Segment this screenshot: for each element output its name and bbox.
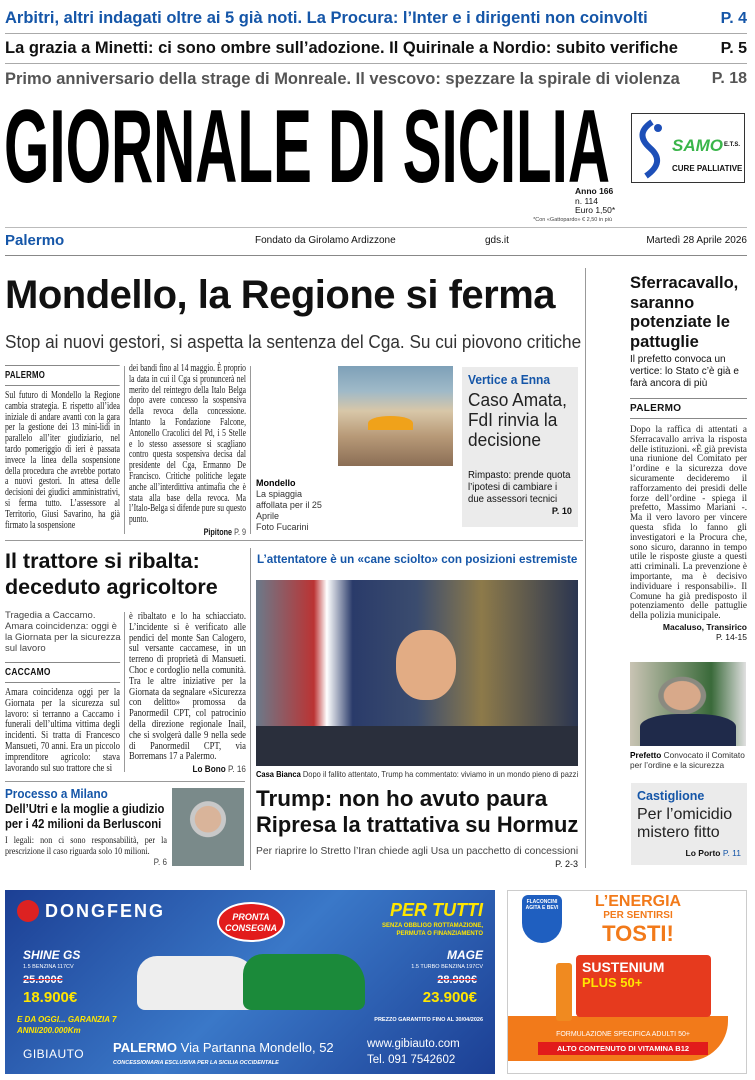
article-text: Dopo la raffica di attentati a Sferracavallo arriva la risposta delle istituzioni. «È già prevista una riunione del Comitato per l’ordine e la sicurezza dove sicuramente decideremo il rafforzamento dei presidi delle forze dell’ordine - spiega il prefetto, Massimo Mariani -. Ma il vero lavoro per vincere questa sfida lo fanno gli investigatori e la Procura che, sono sicuro, daranno in tempo utile le risposte giuste a questi atti criminali. La prevenzione è importante, ma è decisivo individuare i responsabili». Il Comune ha già predisposto il potenziamento delle pattuglie della polizia municipale. — [630, 424, 747, 621]
headline-text: Mondello, la Regione si ferma — [5, 273, 556, 317]
author: Macaluso, Transirico — [662, 621, 747, 632]
sferracavallo-headline[interactable] — [630, 274, 748, 352]
dongfeng-logo-icon — [17, 900, 39, 922]
processo-kicker: Processo a Milano — [5, 786, 108, 801]
page-ref: P. 4 — [720, 9, 747, 27]
product-sub: PLUS 50+ — [582, 975, 643, 990]
headline-text: Arbitri, altri indagati oltre ai 5 già noti. La Procura: l’Inter e i dirigenti non coinvolti — [5, 9, 648, 27]
site-link[interactable]: gds.it — [485, 235, 509, 246]
headline-text: Sferracavallo, saranno potenziate le pattuglie — [630, 274, 739, 351]
suit-shape — [640, 714, 736, 746]
castiglione-content — [637, 789, 741, 858]
trattore-col-1 — [5, 662, 120, 774]
founded-by: Fondato da Girolamo Ardizzone — [255, 235, 396, 246]
subhead-text: Stop ai nuovi gestori, si aspetta la sentenza del Cga. Su cui piovono critiche — [5, 331, 582, 352]
subhead-text: Il prefetto convoca un vertice: lo Stato c’è già e farà ancora di più — [630, 354, 739, 389]
slogan-line: PER SENTIRSI — [603, 910, 673, 921]
vial-shape — [556, 963, 572, 1021]
section-kicker: PALERMO — [5, 365, 120, 386]
dealer-web[interactable]: www.gibiauto.com — [367, 1038, 460, 1050]
product-name: SUSTENIUM — [582, 959, 665, 975]
trattore-col-2 — [129, 612, 246, 775]
lead-subhead — [5, 331, 583, 353]
lead-col-1 — [5, 365, 120, 531]
divider — [250, 548, 251, 870]
sferracavallo-article — [630, 398, 747, 642]
dellutri-photo[interactable] — [172, 788, 244, 866]
enna-content — [468, 373, 572, 517]
issue-year: Anno 166 — [575, 186, 614, 196]
model2-old-price: 28.900€ — [437, 974, 477, 986]
photo-credit: Foto Fucarini — [256, 522, 309, 532]
author: Pipitone — [203, 526, 233, 538]
model1-name: SHINE GS — [23, 948, 81, 962]
divider — [124, 612, 125, 772]
photo-caption — [256, 478, 334, 533]
face-shape — [396, 630, 456, 700]
processo-headline: Dell’Utri e la moglie a giudizio per i 42 milioni da Berlusconi — [5, 802, 165, 831]
box-kicker: Vertice a Enna — [468, 373, 551, 387]
processo-text: I legali: non ci sono responsabilità, per la prescrizione il caso riguarda solo 10 milioni. — [5, 835, 167, 856]
caption-title: Casa Bianca — [256, 769, 301, 779]
dealer-tel: Tel. 091 7542602 — [367, 1054, 456, 1066]
author: Lo Porto — [685, 848, 721, 858]
green-car-shape — [243, 954, 365, 1010]
ad-formula: FORMULAZIONE SPECIFICA ADULTI 50+ — [556, 1031, 690, 1038]
box-title: Per l’omicidio mistero fitto — [637, 806, 733, 841]
model1-old-price: 25.900€ — [23, 974, 63, 986]
divider — [250, 366, 251, 534]
page-ref: P. 5 — [720, 39, 747, 57]
car-ad[interactable] — [5, 890, 495, 1074]
edition-label: Palermo — [5, 232, 65, 249]
logo-text: SAMO — [672, 136, 723, 155]
model1-spec: 1.5 BENZINA 117CV — [23, 964, 74, 970]
dealer-sub: CONCESSIONARIA ESCLUSIVA PER LA SICILIA OCCIDENTALE — [113, 1060, 279, 1066]
page-ref: P. 9 — [234, 526, 246, 538]
prefetto-photo[interactable] — [630, 662, 746, 746]
model1-price: 18.900€ — [23, 989, 78, 1006]
divider — [5, 781, 245, 782]
masthead-title — [4, 98, 614, 186]
caption-title: Prefetto — [630, 750, 662, 760]
slogan-line: TOSTI! — [602, 921, 674, 946]
dealer-logo: GIBIAUTO — [23, 1047, 85, 1061]
page-ref: P. 10 — [551, 506, 572, 517]
svg-text:GIORNALE DI SICILIA: GIORNALE DI SICILIA — [4, 98, 610, 186]
kicker-text: L’attentatore è un «cane sciolto» con posizioni estremiste — [257, 552, 578, 566]
article-text: Sul futuro di Mondello la Regione cambia strategia. E rispetto all’idea iniziale di andare avanti con la gara per la gestione dei 13 mini-lidi in parallelo all’iter giudiziario, nel tardo pomeriggio di ieri è passata invece la linea della sospensione della procedura che avrebbe portato a nuovi gestori. In attesa delle decisioni dei giudici amministrativi, si ferma tutto. L’assessore al Territorio, Giusi Savarino, ha già firmato la sospensione — [5, 390, 120, 531]
divider — [5, 540, 583, 541]
castiglione-box[interactable] — [631, 783, 747, 865]
headline-text: Primo anniversario della strage di Monreale. Il vescovo: spezzare la spirale di violenza — [5, 69, 680, 88]
article-text: Amara coincidenza oggi per la Giornata per la sicurezza sul lavoro: si terranno a Caccamo i funerali dell’ultima vittima degli incidenti. Si tratta di Francesco Mansueti, 70 anni. Era un piccolo imprenditore agricolo: stava lavorando sul suo trattore che si — [5, 687, 120, 774]
page-ref: P. 14-15 — [715, 631, 747, 642]
ad-promo: PER TUTTI — [390, 900, 483, 920]
dealer-address: Via Partanna Mondello, 52 — [180, 1040, 334, 1055]
model2-spec: 1.5 TURBO BENZINA 197CV — [411, 964, 483, 970]
beach-photo[interactable] — [338, 366, 453, 466]
desk-shape — [256, 726, 578, 766]
author: Lo Bono — [192, 764, 226, 776]
box-kicker: Castiglione — [637, 789, 705, 803]
subhead-text: Tragedia a Caccamo. Amara coincidenza: oggi è la Giornata per la sicurezza sul lavoro — [5, 610, 121, 654]
ad-slogan — [578, 895, 698, 945]
logo-suffix: E.T.S. — [724, 142, 741, 148]
headline-line: Ripresa la trattativa su Hormuz — [256, 812, 579, 837]
page-ref: P. 2-3 — [555, 859, 578, 869]
ad-claim: ALTO CONTENUTO DI VITAMINA B12 — [538, 1042, 708, 1055]
page-ref: P. 6 — [153, 857, 167, 867]
top-headline-3[interactable] — [5, 64, 747, 94]
issue-date: Martedì 28 Aprile 2026 — [646, 235, 747, 246]
caption-text: La spiaggia affollata per il 25 Aprile — [256, 489, 322, 521]
sferracavallo-subhead — [630, 354, 748, 390]
ad-tag: FLACONCINI AGITA E BEVI — [522, 895, 562, 943]
issue-price: Euro 1,50* — [575, 205, 616, 215]
box-title: Caso Amata, FdI rinvia la decisione — [468, 390, 567, 450]
enna-box[interactable] — [462, 367, 578, 527]
ad-badge: PRONTA CONSEGNA — [217, 902, 285, 942]
processo-block[interactable] — [5, 786, 167, 868]
headline-text: La grazia a Minetti: ci sono ombre sull’adozione. Il Quirinale a Nordio: subito verifiche — [5, 39, 678, 57]
trump-subhead — [256, 845, 578, 858]
section-kicker: PALERMO — [630, 398, 747, 419]
prefetto-caption — [630, 750, 748, 770]
white-car-shape — [137, 956, 259, 1010]
slogan-line: L’ENERGIA — [594, 893, 682, 910]
page-ref: P. 11 — [722, 848, 741, 858]
article-text: dei bandi fino al 14 maggio. È proprio la data in cui il Cga si pronuncerà nel merito del reintegro della Italo Belga dopo avere concesso la sospensiva della revoca della concessione. Intanto la Fondazione Falcone, Antonello Cracolici del Pd, i 5 Stelle e lo stesso assessore si scagliano contro questa sospensiva decisa dal presidente del Cga, Ermanno De Francisco. Critiche politiche legate anche all’interdittiva antimafia che è stata alla base della revoca. Ma l’Italo-Belga si difende pure su questo punto. — [129, 363, 246, 526]
lead-headline[interactable] — [5, 272, 583, 318]
page-ref: P. 16 — [227, 764, 246, 776]
model2-price: 23.900€ — [422, 989, 477, 1006]
trattore-headline[interactable] — [5, 548, 245, 600]
samo-logo — [631, 113, 745, 183]
product-box — [576, 955, 711, 1017]
ad-warranty: E DA OGGI... GARANZIA 7 ANNI/200.000Km — [17, 1015, 117, 1035]
article-text: è ribaltato e lo ha schiacciato. L’incidente si è verificato alle pendici del monte San Calogero, sul versante caccamese, in un terreno di proprietà di Mansueti. Choc e cordoglio nella comunità. Tra le altre iniziative per la Giornata da segnalare «Sicurezza con delitto» promossa da Panormedil CPT, col patrocinio della direzione regionale Inail, che si svolgerà dalle 9 nella sede di Panormedil CPT, via Borremans 17 a Palermo. — [129, 611, 246, 763]
dealer-city: PALERMO — [113, 1040, 178, 1055]
box-text: Rimpasto: prende quota l’ipotesi di cambiare i due assessori tecnici — [468, 470, 571, 505]
subhead-text: Per riaprire lo Stretto l’Iran chiede agli Usa un pacchetto di concessioni — [256, 845, 579, 857]
column-divider — [585, 268, 586, 868]
model2-name: MAGE — [447, 948, 483, 962]
ad-guarantee: PREZZO GARANTITO FINO AL 30/04/2026 — [374, 1017, 483, 1023]
caption-text: Convocato il Comitato per l’ordine e la sicurezza — [630, 750, 745, 770]
ad-brand: DONGFENG — [45, 901, 166, 921]
headline-line: Trump: non ho avuto paura — [256, 786, 548, 811]
white-house-photo[interactable] — [256, 580, 578, 766]
headline-text: Il trattore si ribalta: deceduto agricoltore — [5, 549, 218, 599]
caption-title: Mondello — [256, 478, 296, 488]
umbrella-shape — [368, 416, 413, 430]
trump-caption — [256, 769, 578, 780]
trump-kicker — [257, 552, 579, 566]
pharma-ad[interactable] — [507, 890, 747, 1074]
divider — [124, 366, 125, 534]
caption-text: Dopo il fallito attentato, Trump ha commentato: viviamo in un mondo pieno di pazzi — [302, 769, 579, 779]
page-ref: P. 18 — [711, 70, 747, 87]
section-kicker: CACCAMO — [5, 662, 120, 683]
lead-col-2 — [129, 364, 246, 538]
trump-headline[interactable] — [256, 786, 578, 838]
logo-sub: CURE PALLIATIVE — [672, 164, 743, 173]
issue-number: n. 114 — [575, 195, 599, 206]
trattore-subhead — [5, 610, 121, 654]
price-note: *Con «Gattopardo» € 2,50 in più — [533, 217, 612, 223]
top-headline-1[interactable] — [5, 4, 747, 34]
divider — [5, 255, 747, 256]
top-headline-2[interactable] — [5, 34, 747, 64]
issue-info — [575, 187, 620, 216]
ad-promo-sub: SENZA OBBLIGO ROTTAMAZIONE, PERMUTA O FINANZIAMENTO — [382, 923, 483, 937]
divider — [5, 227, 747, 228]
